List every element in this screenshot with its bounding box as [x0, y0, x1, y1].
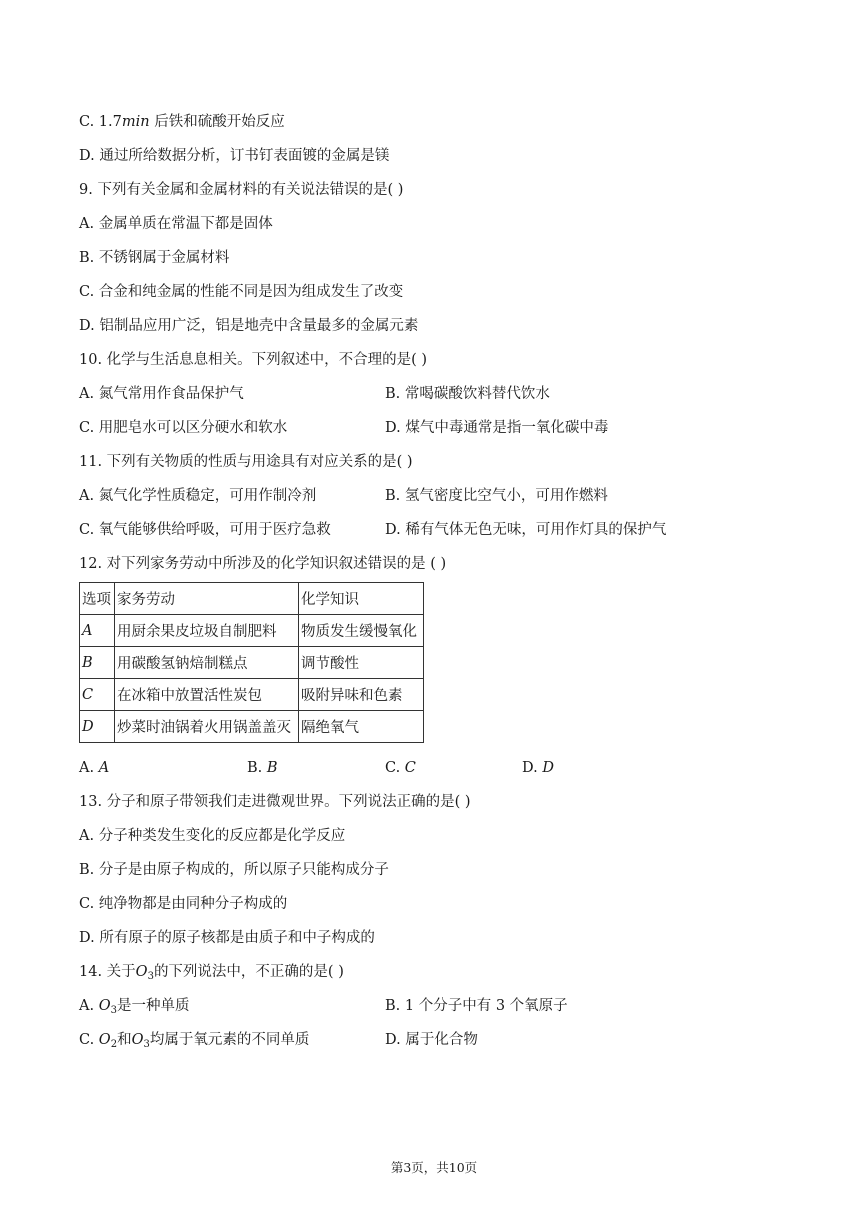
q9-option-d: D. 铝制品应用广泛，铝是地壳中含量最多的金属元素	[79, 318, 419, 334]
table-cell: B	[80, 647, 115, 679]
table-cell: 用碳酸氢钠焙制糕点	[115, 647, 299, 679]
table-cell: 吸附异味和色素	[299, 679, 424, 711]
q8-option-d: D. 通过所给数据分析，订书钉表面镀的金属是镁	[79, 148, 390, 164]
table-cell: 调节酸性	[299, 647, 424, 679]
q14-option-a: A. $O_3$是一种单质	[79, 998, 190, 1016]
table-cell: 用厨余果皮垃圾自制肥料	[115, 615, 299, 647]
q9-stem: 9. 下列有关金属和金属材料的有关说法错误的是( )	[79, 182, 404, 198]
q10-option-a: A. 氮气常用作食品保护气	[79, 386, 244, 402]
q10-stem: 10. 化学与生活息息相关。下列叙述中，不合理的是( )	[79, 352, 428, 368]
table-header-cell: 选项	[80, 583, 115, 615]
q11-stem: 11. 下列有关物质的性质与用途具有对应关系的是( )	[79, 454, 413, 470]
q11-option-b: B. 氢气密度比空气小，可用作燃料	[385, 488, 608, 504]
q9-option-c: C. 合金和纯金属的性能不同是因为组成发生了改变	[79, 284, 404, 300]
table-cell: C	[80, 679, 115, 711]
table-row	[80, 615, 424, 647]
q10-option-b: B. 常喝碳酸饮料替代饮水	[385, 386, 550, 402]
q14-stem: 14. 关于$O_3$的下列说法中，不正确的是( )	[79, 964, 344, 982]
table-cell: 物质发生缓慢氧化	[299, 615, 424, 647]
table-header-cell: 家务劳动	[115, 583, 299, 615]
table-cell: 隔绝氧气	[299, 711, 424, 743]
table-row	[80, 679, 424, 711]
table-row	[80, 711, 424, 743]
q12-option-c: C. C	[385, 760, 416, 776]
q14-option-b: B. 1 个分子中有 3 个氧原子	[385, 998, 568, 1014]
table-cell: A	[80, 615, 115, 647]
q11-option-a: A. 氮气化学性质稳定，可用作制冷剂	[79, 488, 317, 504]
q11-option-d: D. 稀有气体无色无味，可用作灯具的保护气	[385, 522, 667, 538]
q8-option-c: C. 1.7min 后铁和硫酸开始反应	[79, 114, 285, 130]
q13-option-c: C. 纯净物都是由同种分子构成的	[79, 896, 288, 912]
q9-option-b: B. 不锈钢属于金属材料	[79, 250, 230, 266]
q11-option-c: C. 氧气能够供给呼吸，可用于医疗急救	[79, 522, 331, 538]
table-cell: 炒菜时油锅着火用锅盖盖灭	[115, 711, 299, 743]
q13-option-b: B. 分子是由原子构成的，所以原子只能构成分子	[79, 862, 389, 878]
q10-option-c: C. 用肥皂水可以区分硬水和软水	[79, 420, 288, 436]
table-header-row	[80, 583, 424, 615]
q13-option-d: D. 所有原子的原子核都是由质子和中子构成的	[79, 930, 375, 946]
table-header-cell: 化学知识	[299, 583, 424, 615]
q13-stem: 13. 分子和原子带领我们走进微观世界。下列说法正确的是( )	[79, 794, 471, 810]
q9-option-a: A. 金属单质在常温下都是固体	[79, 216, 273, 232]
q12-table	[79, 582, 424, 743]
q12-option-d: D. D	[522, 760, 554, 776]
q14-option-d: D. 属于化合物	[385, 1032, 478, 1048]
table-cell: 在冰箱中放置活性炭包	[115, 679, 299, 711]
q14-option-c: C. $O_2$和$O_3$均属于氧元素的不同单质	[79, 1032, 310, 1050]
q10-option-d: D. 煤气中毒通常是指一氧化碳中毒	[385, 420, 609, 436]
page-footer: 第3页，共10页	[390, 1160, 478, 1175]
q12-option-b: B. B	[247, 760, 278, 776]
q12-stem: 12. 对下列家务劳动中所涉及的化学知识叙述错误的是 ( )	[79, 556, 447, 572]
table-row	[80, 647, 424, 679]
q12-option-a: A. A	[79, 760, 110, 776]
q13-option-a: A. 分子种类发生变化的反应都是化学反应	[79, 828, 346, 844]
table-cell: D	[80, 711, 115, 743]
